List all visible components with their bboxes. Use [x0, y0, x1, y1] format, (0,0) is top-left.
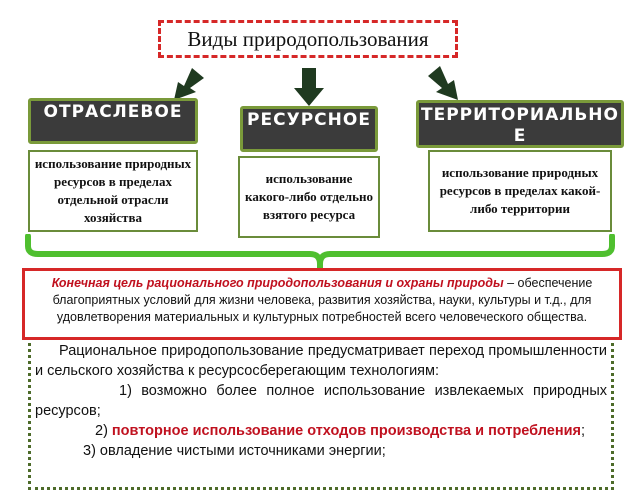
category-desc-resursnoe [238, 156, 380, 238]
category-header-territorialnoe: ТЕРРИТОРИАЛЬНОЕ [416, 100, 624, 148]
category-desc-resursnoe-text: использование какого-либо отдельно взятого ресурса [245, 171, 373, 222]
rational-use-text-box [28, 330, 614, 490]
category-header-resursnoe: РЕСУРСНОЕ [240, 106, 378, 152]
category-desc-territorialnoe [428, 150, 612, 232]
category-desc-otraslevoe-text: использование природных ресурсов в пределах отдельной отрасли хозяйства [34, 156, 192, 225]
category-desc-otraslevoe [28, 150, 198, 232]
category-header-otraslevoe: ОТРАСЛЕВОЕ [28, 98, 198, 144]
category-desc-territorialnoe-text: использование природных ресурсов в пределах какой-либо территории [439, 165, 601, 216]
goal-box [22, 268, 622, 340]
goal-text: обеспечение благоприятных условий для жизни человека, развития хозяйства, науки, культуры и т.д., для удовлетворения материальных и культурных потребностей всего человеческого общества. [52, 276, 593, 324]
rational-item-2 [35, 421, 607, 441]
rational-item-3 [35, 441, 607, 461]
rational-item-3-text: 3) овладение чистыми источниками энергии; [83, 443, 386, 459]
rational-intro-text: Рациональное природопользование предусматривает переход промышленности и сельского хозяйства к ресурсосберегающим технологиям: [35, 343, 607, 379]
rational-item-2-num: 2) [95, 423, 112, 439]
goal-lead: Конечная цель рационального природопользования и охраны природы [51, 276, 504, 290]
goal-dash: – [503, 276, 518, 290]
rational-item-1-text: 1) возможно более полное использование извлекаемых природных ресурсов; [35, 383, 607, 419]
arrow-left-icon [170, 66, 210, 102]
rational-item-2-end: ; [581, 423, 586, 439]
rational-intro [35, 341, 607, 381]
rational-item-2-highlight: повторное использование отходов производства и потребления [111, 423, 581, 439]
arrow-right-icon [424, 64, 464, 102]
diagram-title: Виды природопользования [158, 20, 458, 58]
rational-item-1 [35, 381, 607, 421]
arrow-center-icon [294, 68, 324, 106]
